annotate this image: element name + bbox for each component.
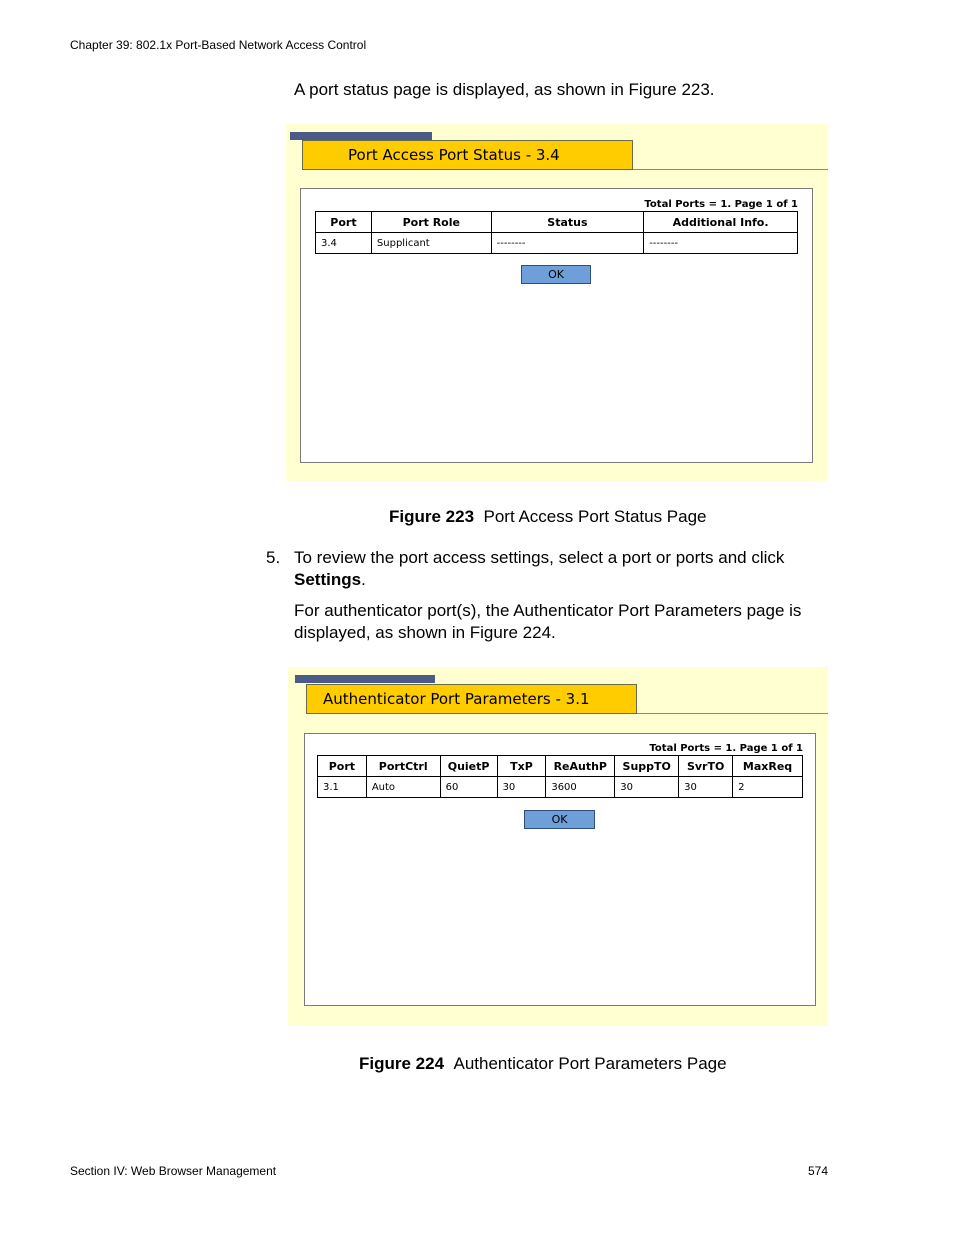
figure-224-screenshot: [288, 667, 828, 1026]
running-header: Chapter 39: 802.1x Port-Based Network Access Control: [70, 38, 367, 52]
intro-paragraph: A port status page is displayed, as shown in Figure 223.: [294, 80, 715, 99]
port-parameters-table: [317, 755, 803, 798]
ok-button[interactable]: OK: [524, 810, 595, 829]
step-text-end: .: [361, 570, 366, 589]
cell-quietp: 60: [440, 777, 497, 798]
port-status-table: [315, 211, 798, 254]
followup-paragraph: For authenticator port(s), the Authenticator Port Parameters page is displayed, as shown in Figure 224.: [294, 601, 802, 642]
tab-accent-bar: [290, 132, 432, 140]
cell-svrto: 30: [679, 777, 733, 798]
cell-suppto: 30: [615, 777, 679, 798]
figure-224-caption: [359, 1053, 727, 1075]
total-ports-label: Total Ports = 1. Page 1 of 1: [649, 743, 803, 754]
column-header-additional-info: Additional Info.: [644, 212, 798, 233]
step-text: To review the port access settings, select a port or ports and click: [294, 548, 785, 567]
cell-port-role: Supplicant: [371, 233, 491, 254]
page-title: Authenticator Port Parameters - 3.1: [306, 684, 637, 714]
table-row[interactable]: [318, 777, 803, 798]
column-header-portctrl: PortCtrl: [366, 756, 440, 777]
cell-txp: 30: [497, 777, 546, 798]
column-header-quietp: QuietP: [440, 756, 497, 777]
tab-accent-bar: [295, 675, 435, 683]
table-header-row: [316, 212, 798, 233]
step-5-text: [294, 547, 834, 591]
ok-button[interactable]: OK: [521, 265, 591, 284]
content-panel: [300, 188, 813, 463]
cell-reauthp: 3600: [546, 777, 615, 798]
caption-text: Authenticator Port Parameters Page: [453, 1054, 727, 1073]
settings-term: Settings: [294, 570, 362, 589]
caption-text: Port Access Port Status Page: [483, 507, 707, 526]
cell-port: 3.1: [318, 777, 367, 798]
table-header-row: [318, 756, 803, 777]
cell-additional-info: --------: [644, 233, 798, 254]
column-header-maxreq: MaxReq: [733, 756, 803, 777]
table-row[interactable]: [316, 233, 798, 254]
cell-status: --------: [491, 233, 644, 254]
column-header-port: Port: [318, 756, 367, 777]
running-footer-section: Section IV: Web Browser Management: [70, 1164, 277, 1178]
column-header-status: Status: [491, 212, 644, 233]
cell-portctrl: Auto: [366, 777, 440, 798]
cell-maxreq: 2: [733, 777, 803, 798]
column-header-port: Port: [316, 212, 372, 233]
column-header-reauthp: ReAuthP: [546, 756, 615, 777]
figure-223-caption: [389, 506, 707, 528]
column-header-svrto: SvrTO: [679, 756, 733, 777]
content-panel: [304, 733, 816, 1006]
cell-port: 3.4: [316, 233, 372, 254]
column-header-suppto: SuppTO: [615, 756, 679, 777]
title-underline: [637, 713, 828, 714]
column-header-port-role: Port Role: [371, 212, 491, 233]
figure-223-screenshot: [286, 124, 828, 481]
title-underline: [633, 169, 828, 170]
step-number: 5.: [266, 548, 281, 567]
caption-label: Figure 224: [359, 1054, 445, 1073]
column-header-txp: TxP: [497, 756, 546, 777]
total-ports-label: Total Ports = 1. Page 1 of 1: [644, 199, 798, 210]
page-title: Port Access Port Status - 3.4: [302, 140, 633, 170]
page-number: 574: [808, 1164, 829, 1178]
caption-label: Figure 223: [389, 507, 475, 526]
